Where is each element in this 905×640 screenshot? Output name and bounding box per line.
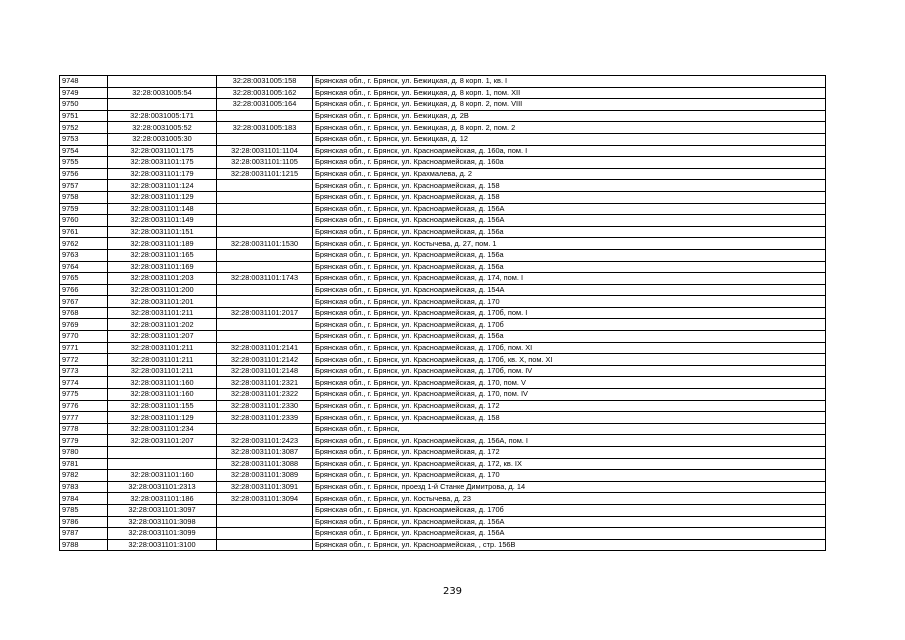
address: Брянская обл., г. Брянск, ул. Красноармейская, д. 156А <box>313 528 826 540</box>
row-number: 9757 <box>60 180 108 192</box>
row-number: 9787 <box>60 528 108 540</box>
address: Брянская обл., г. Брянск, ул. Костычева, д. 23 <box>313 493 826 505</box>
address: Брянская обл., г. Брянск, ул. Крахмалева, д. 2 <box>313 168 826 180</box>
address: Брянская обл., г. Брянск, ул. Бежицкая, д. 8 корп. 2, пом. VIII <box>313 99 826 111</box>
cadastral-number-parcel: 32:28:0031101:155 <box>108 400 217 412</box>
table-row <box>60 342 826 354</box>
cadastral-number-object: 32:28:0031101:3087 <box>217 447 313 459</box>
cadastral-number-object: 32:28:0031101:2142 <box>217 354 313 366</box>
cadastral-number-parcel: 32:28:0031101:129 <box>108 191 217 203</box>
address: Брянская обл., г. Брянск, ул. Красноармейская, д. 170, пом. IV <box>313 389 826 401</box>
table-row <box>60 203 826 215</box>
cadastral-number-parcel: 32:28:0031101:211 <box>108 307 217 319</box>
row-number: 9759 <box>60 203 108 215</box>
address: Брянская обл., г. Брянск, ул. Красноармейская, д. 156А, пом. I <box>313 435 826 447</box>
cadastral-number-object: 32:28:0031101:1104 <box>217 145 313 157</box>
address: Брянская обл., г. Брянск, ул. Красноармейская, д. 156а <box>313 226 826 238</box>
cadastral-number-parcel: 32:28:0031101:179 <box>108 168 217 180</box>
cadastral-number-object <box>217 423 313 435</box>
row-number: 9781 <box>60 458 108 470</box>
address: Брянская обл., г. Брянск, ул. Бежицкая, д. 8 корп. 2, пом. 2 <box>313 122 826 134</box>
address: Брянская обл., г. Брянск, ул. Красноармейская, д. 170 <box>313 470 826 482</box>
cadastral-number-object <box>217 296 313 308</box>
table-row <box>60 122 826 134</box>
cadastral-number-object: 32:28:0031101:2017 <box>217 307 313 319</box>
cadastral-number-parcel: 32:28:0031101:3100 <box>108 539 217 551</box>
address: Брянская обл., г. Брянск, ул. Красноармейская, д. 170б, кв. X, пом. XI <box>313 354 826 366</box>
row-number: 9750 <box>60 99 108 111</box>
table-row <box>60 87 826 99</box>
address: Брянская обл., г. Брянск, ул. Красноармейская, д. 156А <box>313 203 826 215</box>
cadastral-number-parcel <box>108 99 217 111</box>
row-number: 9762 <box>60 238 108 250</box>
cadastral-number-object <box>217 528 313 540</box>
row-number: 9767 <box>60 296 108 308</box>
table-row <box>60 296 826 308</box>
row-number: 9771 <box>60 342 108 354</box>
address: Брянская обл., г. Брянск, ул. Красноармейская, д. 160а <box>313 157 826 169</box>
row-number: 9754 <box>60 145 108 157</box>
cadastral-number-object <box>217 319 313 331</box>
cadastral-number-object <box>217 516 313 528</box>
cadastral-number-object <box>217 284 313 296</box>
address: Брянская обл., г. Брянск, <box>313 423 826 435</box>
cadastral-number-object: 32:28:0031005:164 <box>217 99 313 111</box>
cadastral-number-object <box>217 133 313 145</box>
table-row <box>60 504 826 516</box>
cadastral-number-parcel: 32:28:0031101:234 <box>108 423 217 435</box>
address: Брянская обл., г. Брянск, ул. Красноармейская, д. 160а, пом. I <box>313 145 826 157</box>
row-number: 9773 <box>60 365 108 377</box>
cadastral-number-parcel: 32:28:0031005:30 <box>108 133 217 145</box>
cadastral-number-parcel: 32:28:0031101:211 <box>108 354 217 366</box>
address: Брянская обл., г. Брянск, ул. Красноармейская, д. 170 <box>313 296 826 308</box>
cadastral-number-parcel: 32:28:0031101:202 <box>108 319 217 331</box>
cadastral-number-parcel: 32:28:0031101:129 <box>108 412 217 424</box>
table-row <box>60 76 826 88</box>
row-number: 9788 <box>60 539 108 551</box>
row-number: 9752 <box>60 122 108 134</box>
address: Брянская обл., г. Брянск, ул. Бежицкая, д. 12 <box>313 133 826 145</box>
table-row <box>60 157 826 169</box>
table-row <box>60 273 826 285</box>
row-number: 9758 <box>60 191 108 203</box>
table-row <box>60 168 826 180</box>
page-number: 239 <box>442 586 463 597</box>
address: Брянская обл., г. Брянск, ул. Бежицкая, д. 8 корп. 1, пом. XII <box>313 87 826 99</box>
address: Брянская обл., г. Брянск, ул. Красноармейская, д. 172, кв. IX <box>313 458 826 470</box>
address: Брянская обл., г. Брянск, ул. Красноармейская, д. 156а <box>313 249 826 261</box>
cadastral-number-object: 32:28:0031005:162 <box>217 87 313 99</box>
table-row <box>60 215 826 227</box>
table-row <box>60 307 826 319</box>
row-number: 9748 <box>60 76 108 88</box>
cadastral-number-parcel: 32:28:0031101:175 <box>108 157 217 169</box>
row-number: 9783 <box>60 481 108 493</box>
cadastral-number-parcel <box>108 447 217 459</box>
row-number: 9768 <box>60 307 108 319</box>
table-row <box>60 493 826 505</box>
address: Брянская обл., г. Брянск, ул. Красноармейская, д. 170б <box>313 504 826 516</box>
address: Брянская обл., г. Брянск, ул. Бежицкая, д. 2В <box>313 110 826 122</box>
address: Брянская обл., г. Брянск, ул. Красноармейская, д. 154А <box>313 284 826 296</box>
cadastral-number-parcel: 32:28:0031101:3099 <box>108 528 217 540</box>
cadastral-number-object: 32:28:0031101:2339 <box>217 412 313 424</box>
address: Брянская обл., г. Брянск, проезд 1-й Станке Димитрова, д. 14 <box>313 481 826 493</box>
address: Брянская обл., г. Брянск, ул. Красноармейская, д. 172 <box>313 400 826 412</box>
address: Брянская обл., г. Брянск, ул. Красноармейская, д. 158 <box>313 412 826 424</box>
cadastral-number-object <box>217 331 313 343</box>
cadastral-number-object: 32:28:0031101:3088 <box>217 458 313 470</box>
table-row <box>60 261 826 273</box>
row-number: 9779 <box>60 435 108 447</box>
cadastral-number-object: 32:28:0031101:2423 <box>217 435 313 447</box>
address: Брянская обл., г. Брянск, ул. Красноармейская, д. 156а <box>313 261 826 273</box>
cadastral-number-parcel: 32:28:0031101:211 <box>108 365 217 377</box>
address: Брянская обл., г. Брянск, ул. Красноармейская, д. 170б, пом. IV <box>313 365 826 377</box>
cadastral-number-object <box>217 110 313 122</box>
table-row <box>60 458 826 470</box>
row-number: 9786 <box>60 516 108 528</box>
table-row <box>60 539 826 551</box>
table-row <box>60 389 826 401</box>
table-row <box>60 354 826 366</box>
table-row <box>60 145 826 157</box>
cadastral-number-object: 32:28:0031005:158 <box>217 76 313 88</box>
row-number: 9785 <box>60 504 108 516</box>
address: Брянская обл., г. Брянск, ул. Красноармейская, д. 158 <box>313 180 826 192</box>
table-row <box>60 226 826 238</box>
cadastral-number-object: 32:28:0031101:1105 <box>217 157 313 169</box>
cadastral-number-parcel: 32:28:0031101:169 <box>108 261 217 273</box>
row-number: 9770 <box>60 331 108 343</box>
row-number: 9764 <box>60 261 108 273</box>
cadastral-number-parcel: 32:28:0031101:149 <box>108 215 217 227</box>
cadastral-number-parcel: 32:28:0031101:211 <box>108 342 217 354</box>
address: Брянская обл., г. Брянск, ул. Костычева, д. 27, пом. 1 <box>313 238 826 250</box>
cadastral-number-parcel: 32:28:0031101:203 <box>108 273 217 285</box>
cadastral-number-object: 32:28:0031101:1743 <box>217 273 313 285</box>
table-row <box>60 528 826 540</box>
table-row <box>60 516 826 528</box>
cadastral-number-parcel: 32:28:0031101:124 <box>108 180 217 192</box>
cadastral-number-object: 32:28:0031101:3089 <box>217 470 313 482</box>
table-row <box>60 423 826 435</box>
table-row <box>60 180 826 192</box>
cadastral-number-object <box>217 203 313 215</box>
cadastral-number-object <box>217 215 313 227</box>
cadastral-number-object <box>217 504 313 516</box>
cadastral-number-parcel <box>108 458 217 470</box>
address: Брянская обл., г. Брянск, ул. Красноармейская, д. 170б <box>313 319 826 331</box>
cadastral-number-parcel: 32:28:0031101:160 <box>108 470 217 482</box>
cadastral-number-parcel: 32:28:0031101:165 <box>108 249 217 261</box>
table-row <box>60 377 826 389</box>
cadastral-number-parcel: 32:28:0031101:148 <box>108 203 217 215</box>
table-row <box>60 481 826 493</box>
cadastral-number-object <box>217 261 313 273</box>
cadastral-number-object: 32:28:0031101:1530 <box>217 238 313 250</box>
table-row <box>60 331 826 343</box>
address: Брянская обл., г. Брянск, ул. Красноармейская, д. 156А <box>313 215 826 227</box>
table-row <box>60 284 826 296</box>
row-number: 9756 <box>60 168 108 180</box>
address: Брянская обл., г. Брянск, ул. Красноармейская, д. 170, пом. V <box>313 377 826 389</box>
row-number: 9782 <box>60 470 108 482</box>
cadastral-number-object <box>217 539 313 551</box>
cadastral-number-parcel: 32:28:0031101:201 <box>108 296 217 308</box>
table-row <box>60 412 826 424</box>
row-number: 9753 <box>60 133 108 145</box>
table-row <box>60 249 826 261</box>
row-number: 9755 <box>60 157 108 169</box>
table-row <box>60 365 826 377</box>
table-row <box>60 319 826 331</box>
cadastral-number-parcel: 32:28:0031101:2313 <box>108 481 217 493</box>
table-row <box>60 447 826 459</box>
address: Брянская обл., г. Брянск, ул. Красноармейская, д. 170б, пом. XI <box>313 342 826 354</box>
cadastral-number-parcel: 32:28:0031101:207 <box>108 435 217 447</box>
cadastral-number-object: 32:28:0031101:2321 <box>217 377 313 389</box>
table-row <box>60 400 826 412</box>
row-number: 9751 <box>60 110 108 122</box>
cadastral-number-parcel: 32:28:0031101:160 <box>108 377 217 389</box>
row-number: 9763 <box>60 249 108 261</box>
table-row <box>60 435 826 447</box>
cadastral-number-object <box>217 191 313 203</box>
cadastral-number-object: 32:28:0031005:183 <box>217 122 313 134</box>
row-number: 9778 <box>60 423 108 435</box>
cadastral-number-parcel: 32:28:0031101:3097 <box>108 504 217 516</box>
row-number: 9761 <box>60 226 108 238</box>
row-number: 9774 <box>60 377 108 389</box>
cadastral-number-object <box>217 249 313 261</box>
row-number: 9765 <box>60 273 108 285</box>
address: Брянская обл., г. Брянск, ул. Красноармейская, д. 156а <box>313 331 826 343</box>
cadastral-number-object: 32:28:0031101:2148 <box>217 365 313 377</box>
cadastral-number-object: 32:28:0031101:3094 <box>217 493 313 505</box>
cadastral-number-object <box>217 180 313 192</box>
cadastral-number-parcel: 32:28:0031101:200 <box>108 284 217 296</box>
cadastral-number-object: 32:28:0031101:3091 <box>217 481 313 493</box>
cadastral-number-object: 32:28:0031101:2322 <box>217 389 313 401</box>
cadastral-number-object <box>217 226 313 238</box>
row-number: 9766 <box>60 284 108 296</box>
table-row <box>60 238 826 250</box>
cadastral-number-object: 32:28:0031101:2330 <box>217 400 313 412</box>
cadastral-number-parcel: 32:28:0031101:160 <box>108 389 217 401</box>
table-row <box>60 191 826 203</box>
cadastral-number-parcel: 32:28:0031005:171 <box>108 110 217 122</box>
row-number: 9749 <box>60 87 108 99</box>
address: Брянская обл., г. Брянск, ул. Бежицкая, д. 8 корп. 1, кв. I <box>313 76 826 88</box>
row-number: 9772 <box>60 354 108 366</box>
cadastral-number-parcel <box>108 76 217 88</box>
address: Брянская обл., г. Брянск, ул. Красноармейская, д. 172 <box>313 447 826 459</box>
table-row <box>60 99 826 111</box>
row-number: 9780 <box>60 447 108 459</box>
address: Брянская обл., г. Брянск, ул. Красноармейская, , стр. 156В <box>313 539 826 551</box>
address: Брянская обл., г. Брянск, ул. Красноармейская, д. 156А <box>313 516 826 528</box>
cadastral-number-parcel: 32:28:0031101:151 <box>108 226 217 238</box>
table-row <box>60 133 826 145</box>
cadastral-number-object: 32:28:0031101:1215 <box>217 168 313 180</box>
cadastral-number-parcel: 32:28:0031101:207 <box>108 331 217 343</box>
cadastral-number-parcel: 32:28:0031101:3098 <box>108 516 217 528</box>
address: Брянская обл., г. Брянск, ул. Красноармейская, д. 158 <box>313 191 826 203</box>
table-row <box>60 110 826 122</box>
address: Брянская обл., г. Брянск, ул. Красноармейская, д. 170б, пом. I <box>313 307 826 319</box>
cadastral-number-parcel: 32:28:0031101:189 <box>108 238 217 250</box>
registry-table-body <box>60 76 826 551</box>
address: Брянская обл., г. Брянск, ул. Красноармейская, д. 174, пом. I <box>313 273 826 285</box>
row-number: 9777 <box>60 412 108 424</box>
cadastral-number-parcel: 32:28:0031101:186 <box>108 493 217 505</box>
row-number: 9784 <box>60 493 108 505</box>
cadastral-number-parcel: 32:28:0031005:52 <box>108 122 217 134</box>
table-row <box>60 470 826 482</box>
cadastral-number-parcel: 32:28:0031101:175 <box>108 145 217 157</box>
row-number: 9769 <box>60 319 108 331</box>
registry-table <box>59 75 826 551</box>
cadastral-number-object: 32:28:0031101:2141 <box>217 342 313 354</box>
row-number: 9760 <box>60 215 108 227</box>
row-number: 9775 <box>60 389 108 401</box>
cadastral-number-parcel: 32:28:0031005:54 <box>108 87 217 99</box>
row-number: 9776 <box>60 400 108 412</box>
